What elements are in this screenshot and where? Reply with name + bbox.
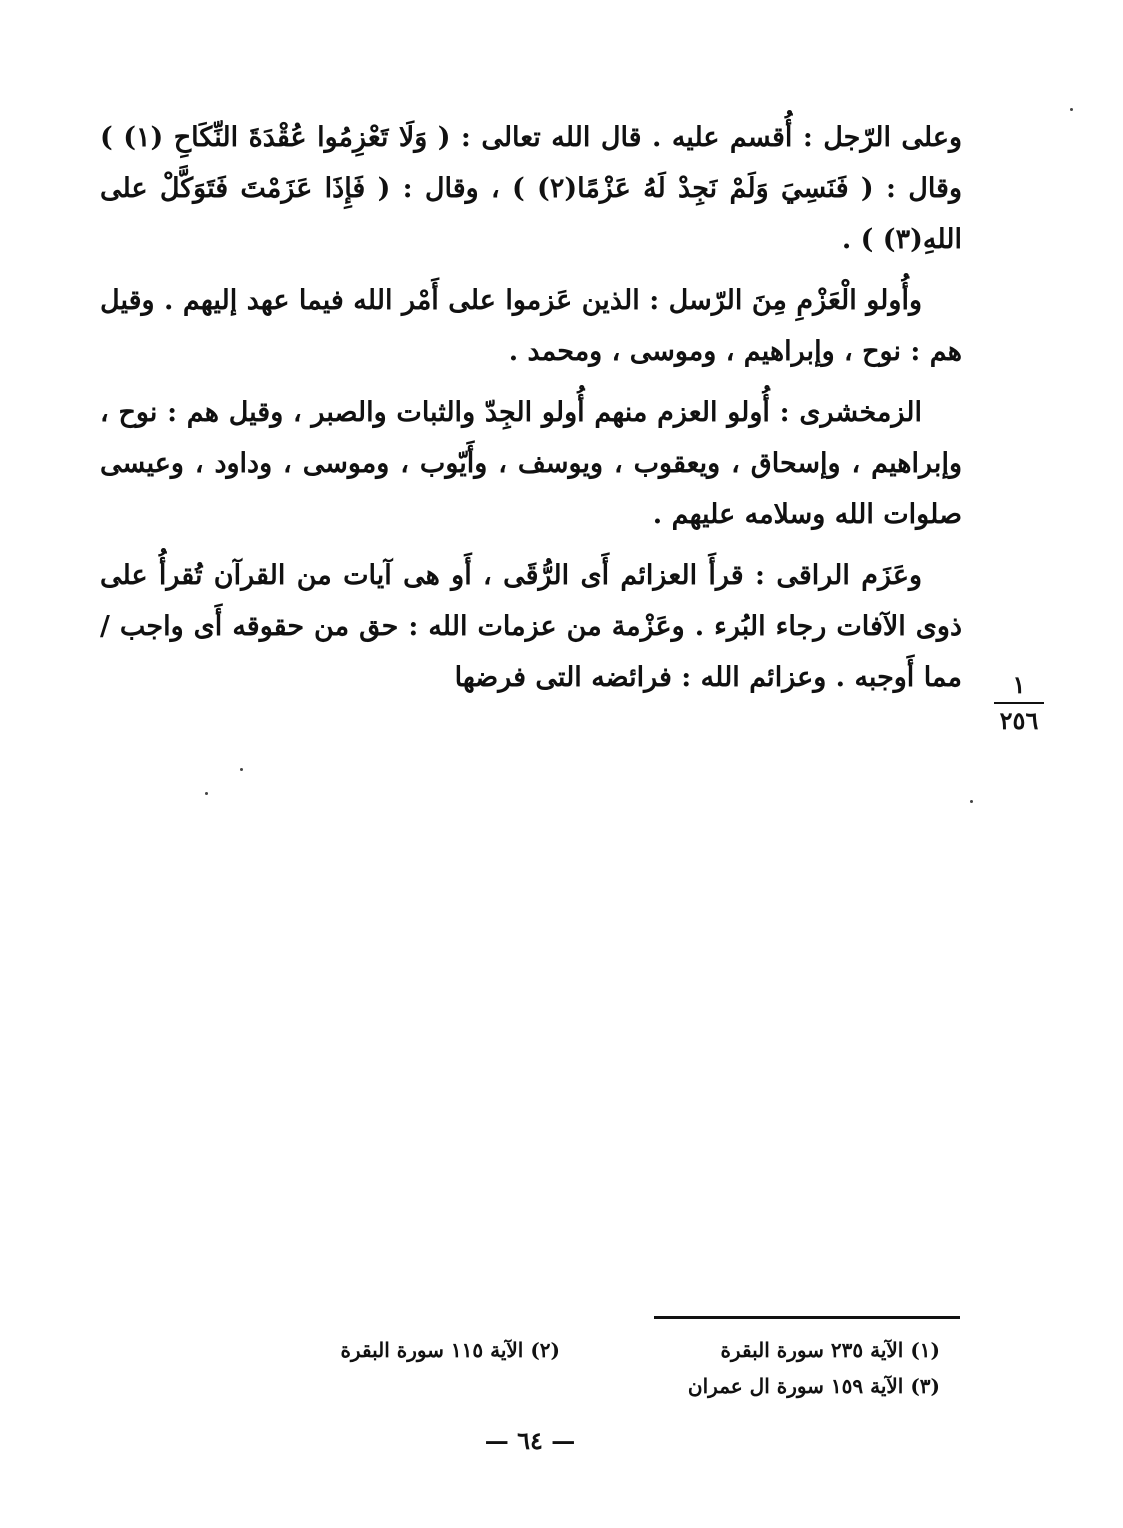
footnote-row <box>260 1368 940 1404</box>
scan-speck <box>205 792 208 795</box>
footnotes <box>260 1332 940 1404</box>
footnote-empty <box>260 1368 560 1404</box>
paragraph-2: وأُولو الْعَزْمِ مِنَ الرّسل : الذين عَزموا على أَمْر الله فيما عهد إليهم . وقيل هم : نوح ، وإبراهيم ، وموسى ، ومحمد . <box>100 285 962 367</box>
footnote-row <box>260 1332 940 1368</box>
footnote-separator <box>654 1316 960 1319</box>
margin-ref-top: ١ <box>1012 670 1026 699</box>
body-text <box>100 112 962 713</box>
scan-speck <box>970 800 973 803</box>
paragraph-3: الزمخشرى : أُولو العزم منهم أُولو الجِدّ والثبات والصبر ، وقيل هم : نوح ، وإبراهيم ، وإسحاق ، ويعقوب ، ويوسف ، وأَيّوب ، وموسى ، وداود ، وعيسى صلوات الله وسلامه عليهم . <box>100 397 962 530</box>
footnote-2: (٢) الآية ١١٥ سورة البقرة <box>340 1338 560 1362</box>
margin-page-reference <box>994 672 1044 734</box>
footnote-3: (٣) الآية ١٥٩ سورة ال عمران <box>687 1374 940 1398</box>
margin-ref-bottom: ٢٥٦ <box>999 706 1039 735</box>
paragraph-4: وعَزَم الراقى : قرأَ العزائم أَى الرُّقَى ، أَو هى آيات من القرآن تُقرأُ على ذوى الآفات رجاء البُرء . وعَزْمة من عزمات الله : حق من حقوقه أَى واجب / مما أَوجبه . وعزائم الله : فرائضه التى فرضها <box>100 560 962 693</box>
margin-ref-rule <box>994 702 1044 704</box>
paragraph-1: وعلى الرّجل : أُقسم عليه . قال الله تعالى : ( وَلَا تَعْزِمُوا عُقْدَةَ النِّكَاحِ (١) ) وقال : ( فَنَسِيَ وَلَمْ نَجِدْ لَهُ عَزْمًا(٢) ) ، وقال : ( فَإِذَا عَزَمْتَ فَتَوَكَّلْ على اللهِ(٣) ) . <box>100 122 963 255</box>
scan-speck <box>1070 108 1073 111</box>
scan-speck <box>240 768 243 771</box>
page-number: — ٦٤ — <box>484 1426 576 1455</box>
footnote-1: (١) الآية ٢٣٥ سورة البقرة <box>720 1338 940 1362</box>
